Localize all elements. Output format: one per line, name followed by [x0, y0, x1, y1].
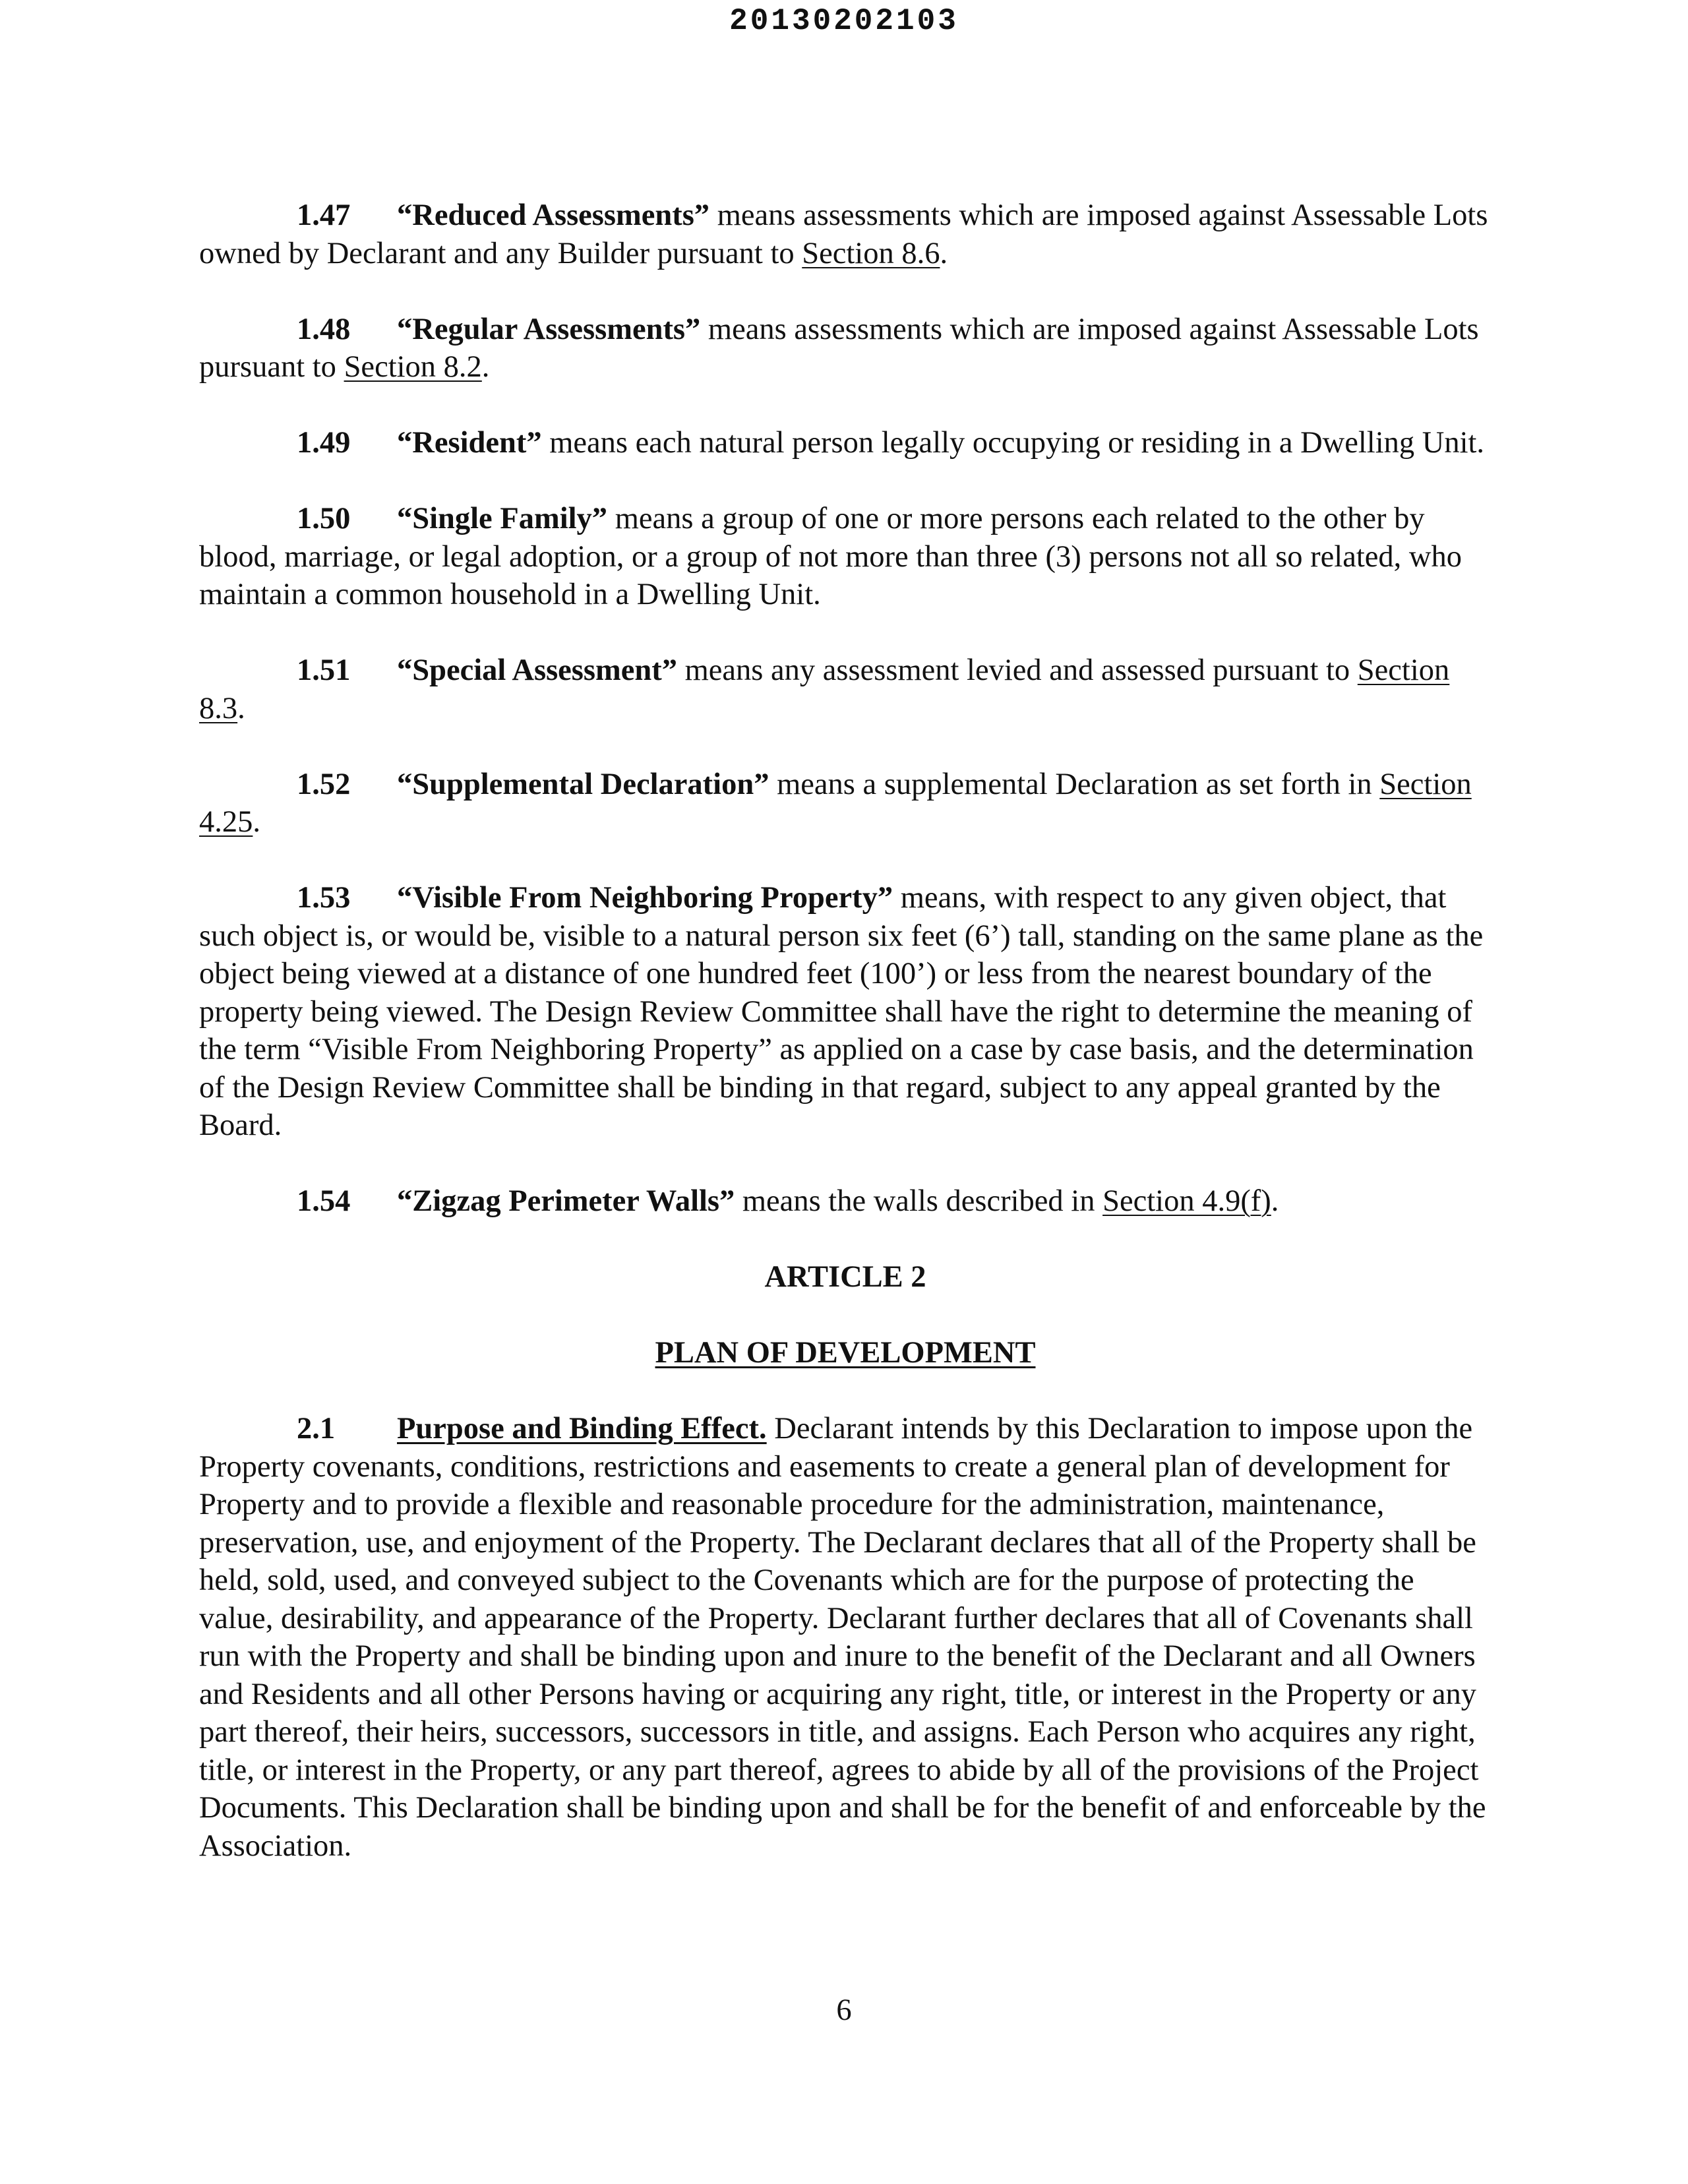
definition-text: means, with respect to any given object, that such object is, or would be, visible to a natural person six feet (6’) tall, standing on the same plane as the object being viewed at a distance of one hundred feet (100’) or less from the nearest boundary of the property being viewed. The Design Review Committee shall have the right to determine the meaning of the term “Visible From Neighboring Property” as applied on a case by case basis, and the determination of the Design Review Committee shall be binding in that regard, subject to any appeal granted by the Board. [199, 881, 1484, 1142]
defined-term: “Reduced Assessments” [397, 198, 710, 232]
definition-1-48 [199, 311, 1492, 386]
section-reference: Section 4.9(f) [1102, 1184, 1271, 1218]
defined-term: “Special Assessment” [397, 653, 677, 687]
section-2-1 [199, 1410, 1492, 1865]
definition-1-50 [199, 500, 1492, 614]
definition-text: means assessments which are imposed against Assessable Lots owned by Declarant and any Builder pursuant to [199, 198, 1488, 270]
definition-number: 1.49 [297, 426, 351, 460]
page-number: 6 [836, 1993, 852, 2027]
defined-term: “Supplemental Declaration” [397, 767, 769, 801]
definition-text: means assessments which are imposed against Assessable Lots pursuant to [199, 312, 1479, 384]
definition-punctuation: . [481, 350, 490, 384]
article-label: ARTICLE 2 [764, 1260, 926, 1294]
defined-term: “Resident” [397, 426, 542, 460]
section-title: Purpose and Binding Effect. [397, 1412, 767, 1445]
section-reference: Section 8.3 [199, 653, 1450, 725]
definition-1-53 [199, 879, 1492, 1145]
definition-1-51 [199, 652, 1492, 727]
definition-1-52 [199, 766, 1492, 841]
document-number: 20130202103 [729, 4, 959, 38]
definition-number: 1.51 [297, 653, 351, 687]
definition-1-49 [199, 424, 1492, 462]
page-body [199, 197, 1492, 1903]
section-number: 2.1 [297, 1412, 336, 1445]
definition-punctuation: . [253, 805, 260, 839]
definition-number: 1.47 [297, 198, 351, 232]
defined-term: “Visible From Neighboring Property” [397, 881, 893, 915]
definition-number: 1.48 [297, 312, 351, 346]
section-text: Declarant intends by this Declaration to impose upon the Property covenants, conditions, restrictions and easements to create a general plan of development for Property and to provide a flexible and reasonable procedure for the administration, maintenance, preservation, use, and enjoyment of the Property. The Declarant declares that all of the Property shall be held, sold, used, and conveyed subject to the Covenants which are for the purpose of protecting the value, desirability, and appearance of the Property. Declarant further declares that all of Covenants shall run with the Property and shall be binding upon and inure to the benefit of the Declarant and all Owners and Residents and all other Persons having or acquiring any right, title, or interest in the Property or any part thereof, their heirs, successors, successors in title, and assigns. Each Person who acquires any right, title, or interest in the Property, or any part thereof, agrees to abide by all of the provisions of the Project Documents. This Declaration shall be binding upon and shall be for the benefit of and enforceable by the Association. [199, 1412, 1486, 1863]
definition-number: 1.52 [297, 767, 351, 801]
section-reference: Section 4.25 [199, 767, 1472, 839]
section-reference: Section 8.2 [344, 350, 482, 384]
definition-punctuation: . [940, 236, 948, 270]
definition-text: means the walls described in [735, 1184, 1103, 1218]
definition-number: 1.53 [297, 881, 351, 915]
section-reference: Section 8.6 [802, 236, 940, 270]
article-title-text: PLAN OF DEVELOPMENT [655, 1336, 1036, 1370]
definition-text: means each natural person legally occupying or residing in a Dwelling Unit. [541, 426, 1485, 460]
definition-text: means a group of one or more persons each related to the other by blood, marriage, or legal adoption, or a group of not more than three (3) persons not all so related, who maintain a common household in a Dwelling Unit. [199, 502, 1462, 611]
definition-number: 1.54 [297, 1184, 351, 1218]
definition-punctuation: . [1271, 1184, 1279, 1218]
definition-number: 1.50 [297, 502, 351, 535]
definition-1-54 [199, 1182, 1492, 1221]
defined-term: “Regular Assessments” [397, 312, 701, 346]
definition-text: means a supplemental Declaration as set forth in [769, 767, 1380, 801]
article-title [199, 1334, 1492, 1372]
defined-term: “Single Family” [397, 502, 608, 535]
defined-term: “Zigzag Perimeter Walls” [397, 1184, 735, 1218]
definition-punctuation: . [237, 691, 245, 725]
definition-text: means any assessment levied and assessed pursuant to [677, 653, 1358, 687]
definition-1-47 [199, 197, 1492, 272]
